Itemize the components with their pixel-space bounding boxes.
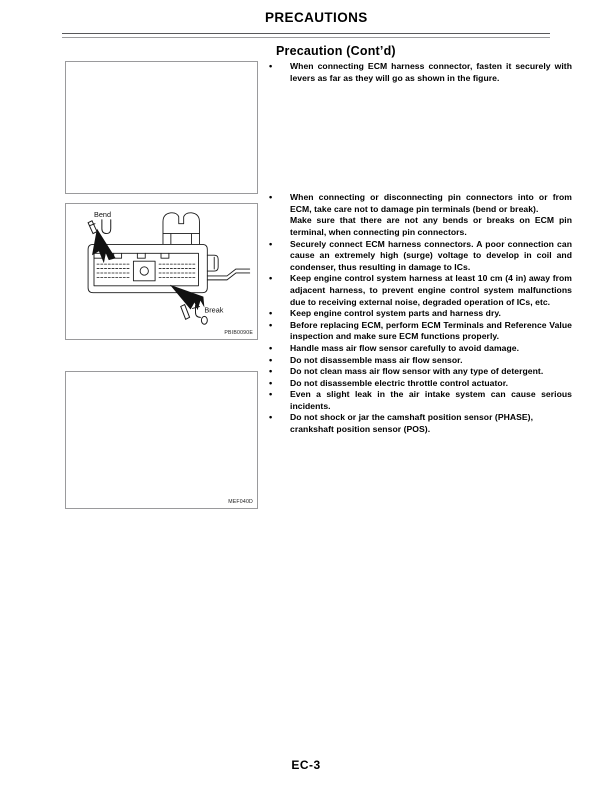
bullet-text: Handle mass air flow sensor carefully to avoid damage. <box>290 342 520 353</box>
list-item <box>266 378 572 390</box>
list-item <box>266 239 572 274</box>
bullet-marker: • <box>269 377 273 388</box>
bullet-marker: • <box>269 308 273 319</box>
bend-label: Bend <box>94 209 112 219</box>
bullet-marker: • <box>269 61 273 71</box>
page-title: PRECAUTIONS <box>265 10 368 25</box>
column-spacer <box>266 84 572 192</box>
page-footer <box>0 756 612 774</box>
precaution-body <box>266 61 572 436</box>
list-item <box>266 273 572 308</box>
list-item <box>266 366 572 378</box>
header-divider-thin <box>62 37 550 38</box>
bullet-marker: • <box>269 412 273 423</box>
bullet-text: Even a slight leak in the air intake system can cause serious incidents. <box>290 389 572 411</box>
bullet-text: When connecting or disconnecting pin connectors into or from ECM, take care not to damage pin terminals (bend or break). <box>290 192 572 214</box>
list-item <box>266 61 572 84</box>
list-item <box>266 355 572 367</box>
list-item <box>266 343 572 355</box>
bend-pin-glyphs <box>88 220 111 234</box>
bullet-text: Do not clean mass air flow sensor with any type of detergent. <box>290 366 544 377</box>
section-heading: Precaution (Cont’d) <box>276 44 396 58</box>
bullet-marker: • <box>269 192 273 203</box>
bullet-marker: • <box>269 342 273 353</box>
bullet-marker: • <box>269 238 273 249</box>
bullet-marker: • <box>269 319 273 330</box>
figure-mass-air-flow-sensor <box>65 371 258 509</box>
figure-ecm-harness-connector-lever <box>65 61 258 194</box>
figure-caption: MEF040D <box>228 499 253 505</box>
break-label: Break <box>204 305 224 315</box>
page-number: EC-3 <box>291 758 321 772</box>
ecm-bend-break-illustration <box>66 204 257 339</box>
list-item <box>266 389 572 412</box>
bullet-list-top <box>266 61 572 84</box>
header-divider <box>62 33 550 34</box>
bullet-text: Keep engine control system harness at least 10 cm (4 in) away from adjacent harness, to prevent engine control system malfunctions due to receiving external noise, degraded operation of ICs, etc. <box>290 273 572 307</box>
bullet-text: When connecting ECM harness connector, fasten it securely with levers as far as they will go as shown in the figure. <box>290 61 572 83</box>
list-item <box>266 308 572 320</box>
list-item <box>266 412 572 435</box>
list-item <box>266 192 572 238</box>
bullet-text: Keep engine control system parts and harness dry. <box>290 308 501 319</box>
bullet-text: Before replacing ECM, perform ECM Terminals and Reference Value inspection and make sure ECM functions properly. <box>290 319 572 342</box>
figure-caption: PBIB0090E <box>224 330 253 336</box>
bullet-text-continuation: Make sure that there are not any bends or breaks on ECM pin terminal, when connecting pin connectors. <box>290 215 572 237</box>
bullet-list-main <box>266 192 572 435</box>
bullet-marker: • <box>269 389 273 400</box>
list-item <box>266 320 572 343</box>
bullet-marker: • <box>269 273 273 284</box>
bullet-text: Do not disassemble electric throttle control actuator. <box>290 377 509 388</box>
bullet-text: Do not disassemble mass air flow sensor. <box>290 354 463 365</box>
bullet-text: Securely connect ECM harness connectors. A poor connection can cause an extremely high (surge) voltage to develop in coil and condenser, thus resulting in damage to ICs. <box>290 238 572 272</box>
page-header <box>0 0 612 46</box>
break-pin-glyphs <box>181 305 208 325</box>
bullet-text: Do not shock or jar the camshaft position sensor (PHASE), crankshaft position sensor (POS). <box>290 412 534 435</box>
bullet-marker: • <box>269 366 273 377</box>
bullet-marker: • <box>269 354 273 365</box>
figure-ecm-pin-terminal-bend-break <box>65 203 258 340</box>
